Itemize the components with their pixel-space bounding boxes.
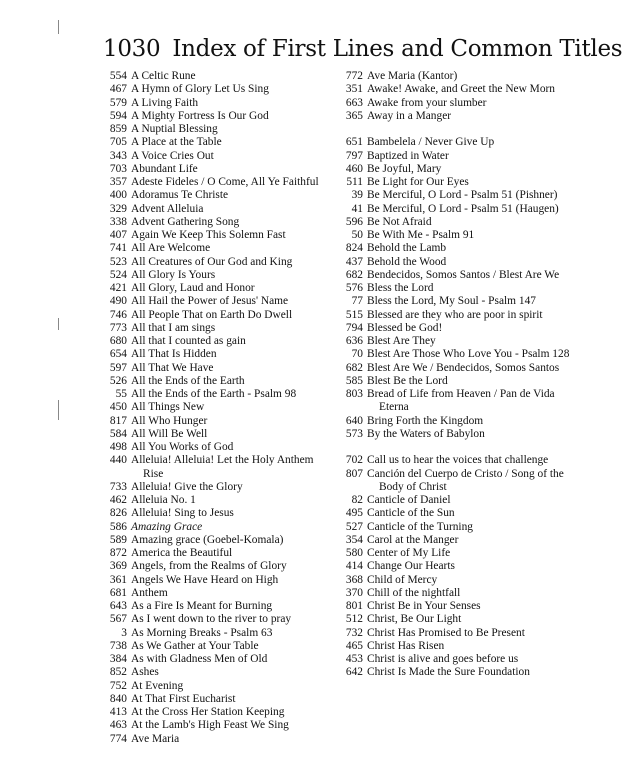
index-entry bbox=[104, 256, 332, 269]
index-entry bbox=[104, 203, 332, 216]
hymn-title: As Morning Breaks - Psalm 63 bbox=[131, 626, 273, 639]
index-entry bbox=[340, 256, 585, 269]
index-entry bbox=[104, 627, 332, 640]
hymn-number: 41 bbox=[351, 202, 363, 215]
index-entry bbox=[104, 322, 332, 335]
hymn-title: A Hymn of Glory Let Us Sing bbox=[131, 83, 269, 96]
hymn-number: 703 bbox=[109, 162, 127, 175]
index-entry bbox=[340, 560, 585, 573]
hymn-number: 357 bbox=[109, 176, 127, 188]
index-entry bbox=[340, 163, 585, 176]
hymn-number: 495 bbox=[345, 507, 363, 520]
hymn-number: 369 bbox=[109, 560, 127, 573]
index-entry bbox=[104, 666, 332, 679]
hymn-title: Blest Are They bbox=[367, 335, 436, 347]
hymn-title: Ave Maria bbox=[131, 732, 180, 745]
hymn-number: 526 bbox=[109, 374, 127, 387]
index-entry bbox=[104, 428, 332, 441]
hymn-title: Bless the Lord, My Soul - Psalm 147 bbox=[367, 295, 536, 308]
hymn-number: 803 bbox=[345, 388, 363, 400]
hymn-title: Amazing grace (Goebel-Komala) bbox=[131, 533, 284, 546]
hymn-title: Be Light for Our Eyes bbox=[367, 176, 469, 188]
hymn-number: 824 bbox=[345, 242, 363, 255]
hymn-number: 663 bbox=[345, 96, 363, 109]
index-entry bbox=[104, 189, 332, 202]
hymn-number: 450 bbox=[109, 401, 127, 414]
hymn-title: Be Merciful, O Lord - Psalm 51 (Pishner) bbox=[367, 189, 558, 202]
index-entry bbox=[340, 83, 585, 96]
hymn-number: 523 bbox=[109, 255, 127, 268]
index-entry bbox=[104, 560, 332, 573]
hymn-number: 773 bbox=[109, 321, 127, 334]
index-entry bbox=[104, 574, 332, 587]
hymn-title: Angels, from the Realms of Glory bbox=[131, 560, 287, 573]
hymn-number: 741 bbox=[109, 242, 127, 255]
index-entry bbox=[340, 666, 585, 679]
index-entry bbox=[104, 454, 332, 481]
hymn-title: All Things New bbox=[131, 401, 205, 414]
hymn-number: 527 bbox=[345, 520, 363, 533]
hymn-title: At the Lamb's High Feast We Sing bbox=[131, 719, 289, 732]
hymn-title: Christ Be in Your Senses bbox=[367, 600, 481, 612]
hymn-number: 589 bbox=[109, 533, 127, 546]
margin-mark bbox=[58, 400, 61, 420]
hymn-title: Child of Mercy bbox=[367, 573, 438, 586]
index-entry bbox=[340, 97, 585, 110]
index-entry bbox=[104, 733, 332, 746]
hymn-title: Christ is alive and goes before us bbox=[367, 653, 519, 665]
hymn-number: 584 bbox=[109, 427, 127, 440]
hymn-title: All Who Hunger bbox=[131, 414, 208, 427]
hymn-title: Adoramus Te Christe bbox=[131, 189, 229, 202]
hymn-number: 343 bbox=[109, 149, 127, 162]
hymn-title: Call us to hear the voices that challenge bbox=[367, 454, 549, 467]
hymn-number: 365 bbox=[345, 109, 363, 122]
hymn-number: 597 bbox=[109, 361, 127, 374]
hymn-number: 596 bbox=[345, 215, 363, 228]
hymn-number: 580 bbox=[345, 547, 363, 559]
index-entry bbox=[340, 322, 585, 335]
index-entry bbox=[340, 189, 585, 202]
hymn-title: Adeste Fideles / O Come, All Ye Faithful bbox=[131, 176, 319, 188]
hymn-number: 368 bbox=[345, 573, 363, 586]
hymn-title: Christ Has Promised to Be Present bbox=[367, 626, 525, 639]
hymn-title: America the Beautiful bbox=[131, 547, 233, 559]
hymn-title: Be Joyful, Mary bbox=[367, 162, 442, 175]
hymn-number: 82 bbox=[351, 494, 363, 506]
index-entry bbox=[104, 401, 332, 414]
hymn-number: 463 bbox=[109, 719, 127, 732]
index-entry bbox=[104, 481, 332, 494]
index-entry bbox=[340, 388, 585, 415]
hymn-number: 801 bbox=[345, 600, 363, 612]
index-entry bbox=[104, 136, 332, 149]
hymn-title: All You Works of God bbox=[131, 441, 234, 453]
index-entry bbox=[104, 680, 332, 693]
index-entry bbox=[340, 640, 585, 653]
hymn-number: 567 bbox=[109, 613, 127, 626]
index-entry bbox=[104, 693, 332, 706]
hymn-number: 852 bbox=[109, 666, 127, 679]
hymn-title: Alleluia No. 1 bbox=[131, 494, 196, 506]
index-entry bbox=[340, 229, 585, 242]
index-entry bbox=[104, 229, 332, 242]
hymn-number: 682 bbox=[345, 361, 363, 374]
hymn-title: All Creatures of Our God and King bbox=[131, 255, 293, 268]
hymn-number: 826 bbox=[109, 507, 127, 520]
hymn-title: A Celtic Rune bbox=[131, 70, 196, 82]
hymn-number: 594 bbox=[109, 109, 127, 122]
index-entry bbox=[104, 706, 332, 719]
hymn-number: 370 bbox=[345, 586, 363, 599]
hymn-number: 774 bbox=[109, 732, 127, 745]
hymn-number: 554 bbox=[109, 70, 127, 82]
page-title: Index of First Lines and Common Titles bbox=[172, 36, 623, 62]
margin-mark bbox=[58, 20, 61, 34]
hymn-title: A Living Faith bbox=[131, 96, 199, 109]
hymn-title: All Hail the Power of Jesus' Name bbox=[131, 295, 289, 308]
index-entry bbox=[340, 242, 585, 255]
index-entry bbox=[340, 110, 585, 123]
index-entry bbox=[340, 335, 585, 348]
index-entry bbox=[340, 627, 585, 640]
index-entry bbox=[340, 136, 585, 149]
index-entry bbox=[340, 613, 585, 626]
hymn-title: Awake from your slumber bbox=[367, 96, 487, 109]
hymn-number: 586 bbox=[109, 520, 127, 533]
hymn-title: All That Is Hidden bbox=[131, 348, 217, 361]
hymn-number: 338 bbox=[109, 215, 127, 228]
hymn-title: Canticle of the Turning bbox=[367, 520, 473, 533]
hymn-title: Alleluia! Sing to Jesus bbox=[131, 507, 234, 520]
hymn-title: Canción del Cuerpo de Cristo / Song of the Body of Christ bbox=[367, 467, 564, 493]
hymn-title: Alleluia! Alleluia! Let the Holy Anthem Rise bbox=[131, 454, 314, 480]
index-entry bbox=[104, 613, 332, 626]
hymn-title: All Are Welcome bbox=[131, 242, 211, 255]
index-entry bbox=[104, 441, 332, 454]
right-index-column bbox=[340, 70, 585, 680]
hymn-title: Again We Keep This Solemn Fast bbox=[131, 229, 286, 241]
hymn-title: Anthem bbox=[131, 586, 168, 599]
index-entry bbox=[340, 362, 585, 375]
hymn-number: 702 bbox=[345, 454, 363, 467]
hymn-title: Blest Are Those Who Love You - Psalm 128 bbox=[367, 348, 570, 361]
hymn-number: 738 bbox=[109, 639, 127, 652]
hymn-title: Awake! Awake, and Greet the New Morn bbox=[367, 83, 555, 96]
index-entry bbox=[104, 521, 332, 534]
hymn-title: Be With Me - Psalm 91 bbox=[367, 229, 475, 241]
hymn-number: 817 bbox=[109, 414, 127, 427]
hymn-number: 440 bbox=[109, 454, 127, 467]
index-entry bbox=[104, 348, 332, 361]
hymn-title: All Glory, Laud and Honor bbox=[131, 282, 255, 294]
index-entry bbox=[104, 83, 332, 96]
hymn-title: Blessed are they who are poor in spirit bbox=[367, 308, 543, 321]
hymn-number: 807 bbox=[345, 467, 363, 480]
index-entry bbox=[340, 269, 585, 282]
hymn-number: 55 bbox=[115, 388, 127, 400]
index-entry bbox=[340, 534, 585, 547]
hymn-title: Christ Has Risen bbox=[367, 639, 445, 652]
hymn-title: All that I am sings bbox=[131, 321, 216, 334]
hymn-title: Change Our Hearts bbox=[367, 560, 455, 573]
hymn-title: Behold the Lamb bbox=[367, 242, 447, 255]
index-entry bbox=[104, 70, 332, 83]
index-entry bbox=[340, 150, 585, 163]
index-entry bbox=[340, 653, 585, 666]
index-entry bbox=[340, 295, 585, 308]
hymn-title: All That We Have bbox=[131, 361, 214, 374]
index-entry bbox=[104, 269, 332, 282]
hymn-number: 794 bbox=[345, 321, 363, 334]
hymn-title: All Glory Is Yours bbox=[131, 268, 216, 281]
hymn-number: 400 bbox=[109, 189, 127, 202]
hymn-number: 462 bbox=[109, 494, 127, 506]
hymn-title: Carol at the Manger bbox=[367, 533, 459, 546]
index-entry bbox=[340, 587, 585, 600]
hymn-title: As I went down to the river to pray bbox=[131, 613, 292, 626]
index-entry bbox=[104, 388, 332, 401]
hymn-number: 573 bbox=[345, 427, 363, 440]
index-entry bbox=[104, 587, 332, 600]
hymn-title: Behold the Wood bbox=[367, 255, 447, 268]
hymn-title: Center of My Life bbox=[367, 547, 451, 559]
hymn-number: 576 bbox=[345, 282, 363, 294]
hymn-number: 733 bbox=[109, 480, 127, 493]
hymn-title: Canticle of Daniel bbox=[367, 494, 451, 506]
hymn-title: Blessed be God! bbox=[367, 321, 443, 334]
hymn-number: 421 bbox=[109, 282, 127, 294]
hymn-number: 414 bbox=[345, 560, 363, 573]
hymn-number: 642 bbox=[345, 666, 363, 679]
hymn-title: A Voice Cries Out bbox=[131, 149, 214, 162]
hymn-number: 682 bbox=[345, 268, 363, 281]
index-entry bbox=[104, 547, 332, 560]
hymn-number: 585 bbox=[345, 374, 363, 387]
hymn-title: Angels We Have Heard on High bbox=[131, 573, 279, 586]
index-entry bbox=[340, 309, 585, 322]
index-entry bbox=[104, 123, 332, 136]
hymn-number: 524 bbox=[109, 268, 127, 281]
index-entry bbox=[104, 110, 332, 123]
hymn-number: 654 bbox=[109, 348, 127, 361]
hymn-title: Ashes bbox=[131, 666, 159, 679]
index-entry bbox=[340, 203, 585, 216]
index-entry bbox=[104, 375, 332, 388]
hymn-title: All the Ends of the Earth - Psalm 98 bbox=[131, 388, 297, 400]
hymn-number: 643 bbox=[109, 600, 127, 612]
hymn-number: 705 bbox=[109, 136, 127, 149]
index-entry bbox=[104, 362, 332, 375]
hymn-number: 351 bbox=[345, 83, 363, 96]
hymn-number: 512 bbox=[345, 613, 363, 626]
hymn-title: As a Fire Is Meant for Burning bbox=[131, 600, 273, 612]
hymn-title: Bambelela / Never Give Up bbox=[367, 136, 495, 149]
hymn-number: 579 bbox=[109, 96, 127, 109]
hymn-title: Amazing Grace bbox=[131, 520, 203, 533]
index-entry bbox=[104, 415, 332, 428]
hymn-number: 651 bbox=[345, 136, 363, 149]
hymn-title: Be Merciful, O Lord - Psalm 51 (Haugen) bbox=[367, 202, 559, 215]
hymn-title: All Will Be Well bbox=[131, 427, 208, 440]
index-entry bbox=[340, 600, 585, 613]
index-entry bbox=[104, 494, 332, 507]
hymn-number: 515 bbox=[345, 308, 363, 321]
hymn-title: Alleluia! Give the Glory bbox=[131, 480, 243, 493]
hymn-title: Away in a Manger bbox=[367, 109, 452, 122]
hymn-number: 872 bbox=[109, 547, 127, 559]
hymn-number: 680 bbox=[109, 335, 127, 347]
hymn-number: 3 bbox=[121, 626, 127, 639]
margin-mark bbox=[58, 318, 61, 330]
index-entry bbox=[340, 415, 585, 428]
hymn-number: 467 bbox=[109, 83, 127, 96]
index-entry bbox=[104, 282, 332, 295]
hymn-title: Ave Maria (Kantor) bbox=[367, 70, 458, 82]
left-index-column bbox=[104, 70, 332, 746]
hymn-number: 732 bbox=[345, 626, 363, 639]
index-entry bbox=[340, 70, 585, 83]
hymn-title: Bless the Lord bbox=[367, 282, 434, 294]
hymn-number: 746 bbox=[109, 308, 127, 321]
index-entry bbox=[104, 309, 332, 322]
index-entry bbox=[340, 282, 585, 295]
hymn-number: 752 bbox=[109, 679, 127, 692]
hymn-number: 797 bbox=[345, 149, 363, 162]
hymn-number: 70 bbox=[351, 348, 363, 361]
hymn-number: 681 bbox=[109, 586, 127, 599]
index-entry bbox=[104, 335, 332, 348]
hymn-title: Christ Is Made the Sure Foundation bbox=[367, 666, 530, 679]
index-entry bbox=[104, 640, 332, 653]
hymn-title: Bread of Life from Heaven / Pan de Vida Eterna bbox=[367, 388, 555, 414]
index-entry bbox=[104, 534, 332, 547]
hymn-number: 361 bbox=[109, 573, 127, 586]
index-entry bbox=[104, 719, 332, 732]
hymn-title: Baptized in Water bbox=[367, 149, 449, 162]
hymn-title: Canticle of the Sun bbox=[367, 507, 455, 520]
hymn-number: 859 bbox=[109, 123, 127, 135]
hymn-title: A Mighty Fortress Is Our God bbox=[131, 109, 269, 122]
hymn-title: As with Gladness Men of Old bbox=[131, 653, 268, 665]
hymn-title: As We Gather at Your Table bbox=[131, 639, 259, 652]
hymn-number: 413 bbox=[109, 706, 127, 718]
index-entry bbox=[340, 216, 585, 229]
hymn-title: At Evening bbox=[131, 679, 184, 692]
hymn-title: Bendecidos, Somos Santos / Blest Are We bbox=[367, 268, 560, 281]
hymn-number: 460 bbox=[345, 162, 363, 175]
hymn-number: 640 bbox=[345, 414, 363, 427]
hymn-number: 407 bbox=[109, 229, 127, 241]
hymn-number: 511 bbox=[346, 176, 363, 188]
hymn-title: Abundant Life bbox=[131, 162, 198, 175]
index-entry bbox=[340, 521, 585, 534]
hymn-title: Advent Gathering Song bbox=[131, 215, 240, 228]
hymn-number: 636 bbox=[345, 335, 363, 347]
hymn-number: 437 bbox=[345, 255, 363, 268]
index-entry bbox=[340, 176, 585, 189]
hymn-title: Be Not Afraid bbox=[367, 215, 432, 228]
hymn-number: 354 bbox=[345, 533, 363, 546]
index-entry bbox=[104, 242, 332, 255]
hymn-title: At the Cross Her Station Keeping bbox=[131, 706, 285, 718]
index-entry bbox=[104, 653, 332, 666]
index-entry bbox=[340, 547, 585, 560]
index-entry bbox=[340, 454, 585, 467]
hymn-number: 77 bbox=[351, 295, 363, 308]
hymn-number: 39 bbox=[351, 189, 363, 202]
index-entry bbox=[340, 375, 585, 388]
index-entry bbox=[340, 507, 585, 520]
index-entry bbox=[340, 494, 585, 507]
hymn-number: 453 bbox=[345, 653, 363, 665]
hymn-title: Bring Forth the Kingdom bbox=[367, 414, 484, 427]
index-entry bbox=[104, 150, 332, 163]
hymn-title: Blest Are We / Bendecidos, Somos Santos bbox=[367, 361, 560, 374]
hymn-number: 490 bbox=[109, 295, 127, 308]
index-entry bbox=[104, 600, 332, 613]
hymn-number: 498 bbox=[109, 441, 127, 453]
hymn-number: 384 bbox=[109, 653, 127, 665]
hymn-number: 772 bbox=[345, 70, 363, 82]
hymn-number: 465 bbox=[345, 639, 363, 652]
index-entry bbox=[104, 216, 332, 229]
hymn-number: 329 bbox=[109, 202, 127, 215]
page-number: 1030 bbox=[103, 36, 161, 62]
hymn-title: A Place at the Table bbox=[131, 136, 222, 149]
hymn-title: By the Waters of Babylon bbox=[367, 427, 485, 440]
page-header bbox=[103, 36, 622, 62]
index-entry bbox=[104, 97, 332, 110]
hymn-title: All that I counted as gain bbox=[131, 335, 246, 347]
index-entry bbox=[104, 507, 332, 520]
index-entry bbox=[104, 163, 332, 176]
hymn-title: At That First Eucharist bbox=[131, 692, 236, 705]
hymn-title: Blest Be the Lord bbox=[367, 374, 448, 387]
hymn-number: 50 bbox=[351, 229, 363, 241]
hymn-title: A Nuptial Blessing bbox=[131, 123, 218, 135]
hymn-title: All the Ends of the Earth bbox=[131, 374, 245, 387]
hymn-title: All People That on Earth Do Dwell bbox=[131, 308, 293, 321]
index-entry bbox=[104, 295, 332, 308]
hymn-title: Advent Alleluia bbox=[131, 202, 204, 215]
index-entry bbox=[340, 468, 585, 495]
hymn-title: Christ, Be Our Light bbox=[367, 613, 462, 626]
index-entry bbox=[340, 428, 585, 441]
hymn-number: 840 bbox=[109, 692, 127, 705]
hymn-title: Chill of the nightfall bbox=[367, 586, 461, 599]
index-entry bbox=[340, 348, 585, 361]
index-entry bbox=[340, 574, 585, 587]
index-entry bbox=[104, 176, 332, 189]
